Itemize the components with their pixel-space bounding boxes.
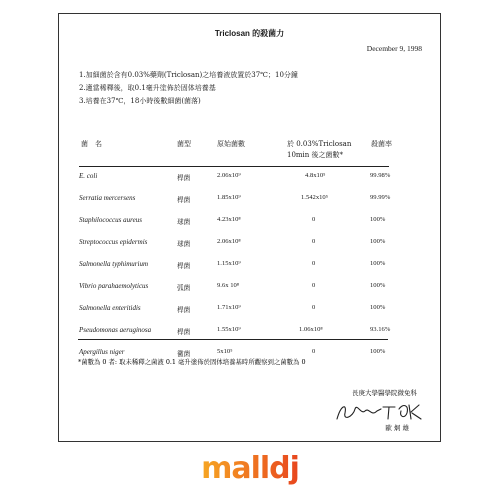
cell-strain: E. coli: [79, 172, 98, 180]
cell-after: 0: [312, 282, 316, 289]
table-row: [59, 238, 440, 250]
method-notes: [79, 69, 298, 108]
cell-type: 桿菌: [177, 196, 191, 204]
header-after-line2: 10min 後之菌數*: [287, 151, 344, 159]
table-row: [59, 194, 440, 206]
cell-rate: 100%: [370, 304, 386, 311]
cell-strain: Streptococcus epidermis: [79, 238, 148, 246]
header-strain: 菌 名: [81, 140, 102, 148]
cell-after: 0: [312, 304, 316, 311]
cell-type: 黴菌: [177, 350, 191, 358]
table-row: [59, 260, 440, 272]
cell-original: 1.15x10⁹: [217, 260, 241, 267]
header-rate: 殺菌率: [371, 140, 392, 148]
cell-after: 0: [312, 348, 316, 355]
cell-after: 1.542x10⁵: [301, 194, 329, 201]
cell-strain: Pseudomonas aeruginosa: [79, 326, 152, 334]
certificate-document: [58, 13, 441, 442]
signatory-name: 歐 炯 雄: [385, 424, 409, 432]
cell-strain: Serratia mercersens: [79, 194, 136, 202]
affiliation: 長庚大學醫學院微免科: [352, 389, 417, 397]
cell-strain: Staphilococcus aureus: [79, 216, 142, 224]
cell-rate: 100%: [370, 216, 386, 223]
cell-strain: Salmonella typhimurium: [79, 260, 149, 268]
cell-rate: 93.16%: [370, 326, 391, 333]
cell-after: 0: [312, 260, 316, 267]
table-row: [59, 304, 440, 316]
cell-rate: 100%: [370, 260, 386, 267]
cell-type: 球菌: [177, 240, 191, 248]
method-note: 2.適當稀釋後，取0.1毫升塗佈於固体培養基: [79, 84, 216, 92]
cell-rate: 100%: [370, 282, 386, 289]
cell-type: 桿菌: [177, 262, 191, 270]
cell-after: 4.8x10⁵: [305, 172, 326, 179]
document-date: December 9, 1998: [366, 44, 422, 53]
cell-original: 2.06x10⁹: [217, 172, 241, 179]
cell-original: 9.6x 10⁸: [217, 282, 240, 289]
header-after-line1: 於 0.03%Triclosan: [287, 140, 352, 148]
cell-strain: Vibrio parahaemolyticus: [79, 282, 149, 290]
cell-type: 桿菌: [177, 306, 191, 314]
header-type: 菌型: [177, 140, 191, 148]
footnote: *菌數為 0 者: 取未稀釋之菌液 0.1 毫升塗佈於固体培養基時所觀察到之菌數為 0: [78, 358, 306, 366]
cell-rate: 100%: [370, 348, 386, 355]
cell-type: 弧菌: [177, 284, 191, 292]
cell-rate: 100%: [370, 238, 386, 245]
cell-strain: Apergillus niger: [79, 348, 125, 356]
cell-original: 4.23x10⁸: [217, 216, 241, 223]
cell-original: 1.55x10⁹: [217, 326, 241, 333]
cell-original: 5x10⁵: [217, 348, 233, 355]
malldj-logo: [0, 448, 500, 488]
cell-rate: 99.99%: [370, 194, 391, 201]
method-note: 1.加細菌於含有0.03%藥劑(Triclosan)之培養液放置於37℃；10分鐘: [79, 71, 298, 79]
cell-after: 0: [312, 238, 316, 245]
cell-original: 1.71x10⁹: [217, 304, 241, 311]
cell-type: 球菌: [177, 218, 191, 226]
cell-type: 桿菌: [177, 328, 191, 336]
cell-after: 0: [312, 216, 316, 223]
cell-type: 桿菌: [177, 174, 191, 182]
logo-text: malldj: [201, 450, 299, 486]
table-row: [59, 326, 440, 338]
method-note: 3.培養在37℃，18小時後數細菌(菌落): [79, 97, 201, 105]
table-row: [59, 348, 440, 360]
header-original: 原始菌數: [217, 140, 245, 148]
cell-original: 2.06x10⁸: [217, 238, 241, 245]
cell-strain: Salmonella enteritidis: [79, 304, 141, 312]
table-row: [59, 172, 440, 184]
cell-rate: 99.98%: [370, 172, 391, 179]
table-rule: [79, 166, 389, 167]
table-row: [59, 216, 440, 228]
cell-original: 1.85x10⁹: [217, 194, 241, 201]
table-row: [59, 282, 440, 294]
cell-after: 1.06x10⁸: [299, 326, 323, 333]
document-title: Triclosan 的殺菌力: [214, 29, 285, 38]
